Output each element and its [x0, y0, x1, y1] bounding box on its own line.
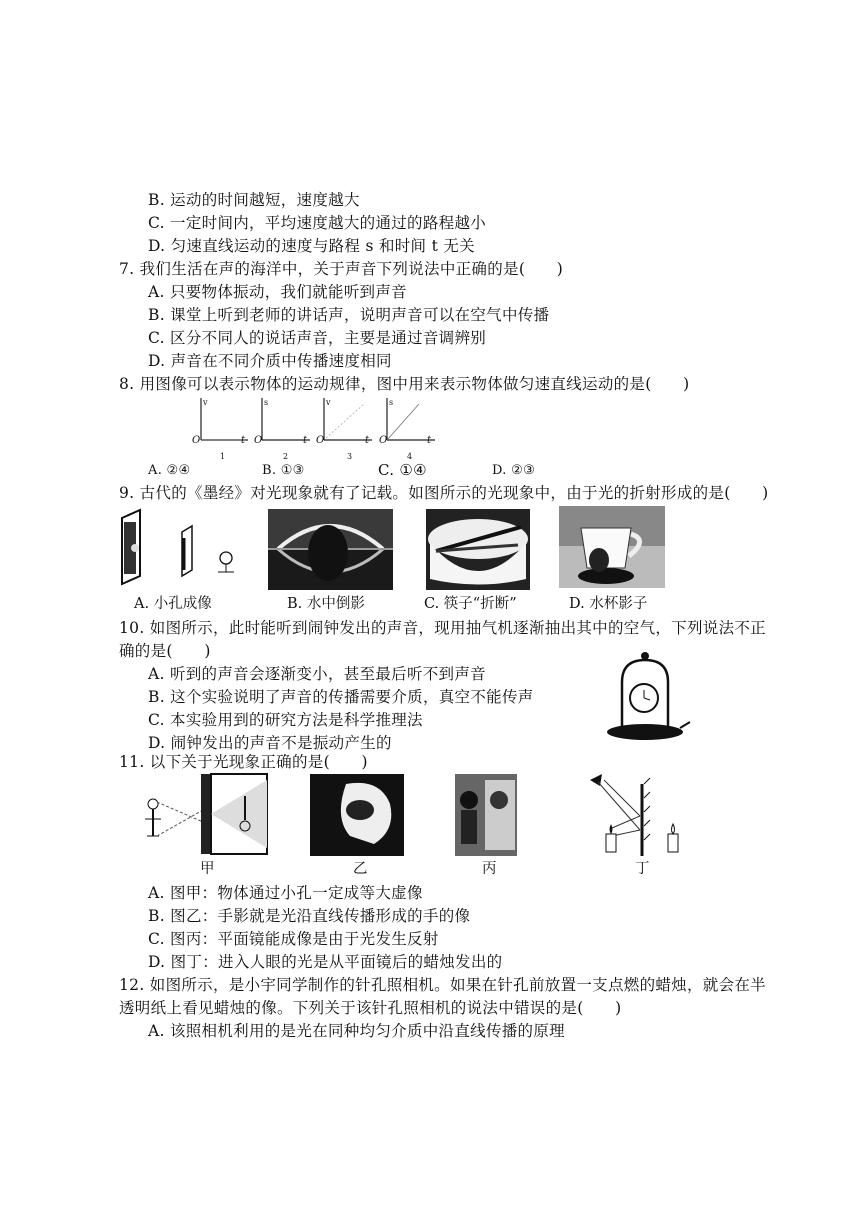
- q8-graph-4-origin: O: [379, 435, 388, 446]
- q7-stem: 7. 我们生活在声的海洋中，关于声音下列说法中正确的是( ): [119, 260, 564, 278]
- q8-option-c: C. ①④: [378, 461, 427, 479]
- q8-option-d: D. ②③: [492, 463, 536, 478]
- q11-label-ding: 丁: [635, 861, 650, 877]
- q8-graph-2-yaxis: s: [264, 398, 269, 407]
- q8-graph-2-origin: O: [254, 435, 263, 446]
- q11-label-yi: 乙: [353, 861, 368, 877]
- q8-graph-2-xaxis: t: [303, 435, 308, 446]
- q11-label-jia: 甲: [200, 861, 215, 877]
- q12-stem-line2: 透明纸上看见蜡烛的像。下列关于该针孔照相机的说法中错误的是( ): [119, 999, 622, 1017]
- q11-option-b: B. 图乙：手影就是光沿直线传播形成的手的像: [148, 907, 471, 925]
- bell-jar-alarm-clock-picture: [600, 648, 690, 743]
- q9-chopstick-picture: [426, 509, 530, 590]
- q8-stem: 8. 用图像可以表示物体的运动规律，图中用来表示物体做匀速直线运动的是( ): [119, 375, 690, 393]
- q11-figure-jia-pinhole: [135, 774, 270, 856]
- q8-graph-1-origin: O: [192, 435, 201, 446]
- q9-pinhole-image-picture: [118, 510, 248, 588]
- q6-option-b: B. 运动的时间越短，速度越大: [148, 191, 360, 209]
- q10-stem-line2: 确的是( ): [119, 642, 211, 660]
- q8-graph-3-yaxis: v: [326, 398, 331, 407]
- q11-option-a: A. 图甲：物体通过小孔一定成等大虚像: [148, 884, 423, 902]
- q9-cup-shadow-picture: [559, 506, 665, 588]
- q9-option-d: D. 水杯影子: [569, 596, 648, 612]
- q10-option-c: C. 本实验用到的研究方法是科学推理法: [148, 711, 423, 729]
- q8-graph-3-origin: O: [316, 435, 325, 446]
- q8-graph-1-xaxis: t: [241, 435, 246, 446]
- q7-option-d: D. 声音在不同介质中传播速度相同: [148, 352, 392, 370]
- q8-graph-3-num: 3: [347, 452, 353, 461]
- q8-option-a: A. ②④: [148, 463, 191, 478]
- q8-graph-1-num: 1: [220, 452, 226, 461]
- q11-stem: 11. 以下关于光现象正确的是( ): [119, 753, 368, 771]
- q6-option-d: D. 匀速直线运动的速度与路程 s 和时间 t 无关: [148, 237, 475, 255]
- q9-option-c: C. 筷子“折断”: [424, 596, 517, 612]
- q10-option-b: B. 这个实验说明了声音的传播需要介质，真空不能传声: [148, 688, 534, 706]
- q8-graph-4-xaxis: t: [427, 435, 432, 446]
- q9-water-reflection-picture: [268, 509, 393, 590]
- q8-graph-4-num: 4: [407, 452, 413, 461]
- q11-figure-yi-hand-shadow: [310, 774, 404, 856]
- q11-option-d: D. 图丁：进入人眼的光是从平面镜后的蜡烛发出的: [148, 953, 503, 971]
- q11-figure-bing-mirror: [455, 774, 517, 856]
- q8-graph-2-num: 2: [283, 452, 289, 461]
- q12-option-a: A. 该照相机利用的是光在同种均匀介质中沿直线传播的原理: [148, 1022, 565, 1040]
- q7-option-c: C. 区分不同人的说话声音，主要是通过音调辨别: [148, 329, 487, 347]
- q8-graph-4-yaxis: s: [389, 398, 394, 407]
- q10-option-a: A. 听到的声音会逐渐变小，甚至最后听不到声音: [148, 665, 486, 683]
- q9-option-a: A. 小孔成像: [134, 596, 212, 612]
- q11-label-bing: 丙: [482, 861, 497, 877]
- q10-stem-line1: 10. 如图所示，此时能听到闹钟发出的声音，现用抽气机逐渐抽出其中的空气，下列说法不正: [119, 619, 766, 637]
- q9-stem: 9. 古代的《墨经》对光现象就有了记载。如图所示的光现象中，由于光的折射形成的是( ): [119, 484, 769, 502]
- q12-stem-line1: 12. 如图所示，是小宇同学制作的针孔照相机。如果在针孔前放置一支点燃的蜡烛，就会在半: [119, 976, 766, 994]
- q10-option-d: D. 闹钟发出的声音不是振动产生的: [148, 734, 392, 752]
- q7-option-a: A. 只要物体振动，我们就能听到声音: [148, 283, 407, 301]
- q8-graph-3-xaxis: t: [365, 435, 370, 446]
- q6-option-c: C. 一定时间内，平均速度越大的通过的路程越小: [148, 214, 487, 232]
- q8-option-b: B. ①③: [262, 463, 305, 478]
- q9-option-b: B. 水中倒影: [287, 596, 365, 612]
- q8-graph-1-yaxis: v: [203, 398, 208, 407]
- q11-option-c: C. 图丙：平面镜能成像是由于光发生反射: [148, 930, 439, 948]
- q7-option-b: B. 课堂上听到老师的讲话声，说明声音可以在空气中传播: [148, 306, 550, 324]
- q11-figure-ding-candle-mirror: [590, 774, 685, 856]
